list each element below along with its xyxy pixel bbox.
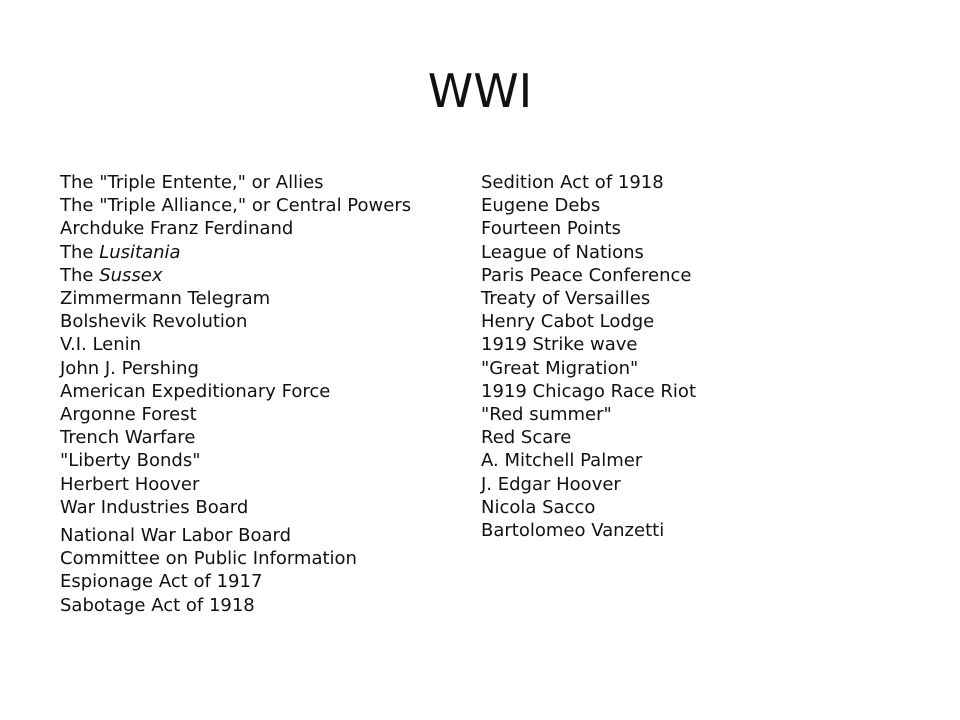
- list-item: Eugene Debs: [481, 195, 601, 217]
- list-item: "Great Migration": [481, 357, 639, 379]
- list-item: Sedition Act of 1918: [481, 172, 664, 193]
- list-item: The "Triple Entente," or Allies: [60, 172, 324, 193]
- list-item: National War Labor Board: [60, 525, 292, 547]
- list-item: Nicola Sacco: [481, 496, 596, 518]
- list-item: Bartolomeo Vanzetti: [481, 520, 665, 542]
- list-item: 1919 Strike wave: [481, 334, 638, 356]
- list-item: The "Triple Alliance," or Central Powers: [60, 195, 412, 217]
- list-item: Paris Peace Conference: [481, 264, 692, 286]
- right-column-list: [481, 171, 901, 542]
- list-item: John J. Pershing: [60, 357, 199, 379]
- item-prefix: The: [60, 241, 100, 263]
- list-item: Zimmermann Telegram: [60, 288, 271, 310]
- list-item: Henry Cabot Lodge: [481, 311, 655, 333]
- list-item: Argonne Forest: [60, 404, 197, 426]
- item-italic: Sussex: [99, 264, 163, 286]
- list-item: Fourteen Points: [481, 218, 621, 240]
- list-item: War Industries Board: [60, 496, 249, 518]
- slide-title: WWI: [427, 64, 533, 118]
- item-prefix: The: [60, 264, 100, 286]
- list-item: Treaty of Versailles: [481, 288, 651, 310]
- list-item: "Red summer": [481, 404, 612, 426]
- list-item: Archduke Franz Ferdinand: [60, 218, 294, 240]
- list-item: League of Nations: [481, 241, 644, 263]
- list-item: Espionage Act of 1917: [60, 571, 263, 593]
- list-item: Sabotage Act of 1918: [60, 594, 255, 616]
- list-item: Herbert Hoover: [60, 473, 200, 495]
- list-item: J. Edgar Hoover: [481, 473, 621, 495]
- list-item: A. Mitchell Palmer: [481, 450, 643, 472]
- list-item: Red Scare: [481, 427, 572, 449]
- left-column-list: [60, 171, 470, 617]
- list-item: [60, 264, 470, 287]
- list-item: Trench Warfare: [60, 427, 196, 449]
- list-item: Bolshevik Revolution: [60, 311, 248, 333]
- list-item: American Expeditionary Force: [60, 380, 331, 402]
- list-item: V.I. Lenin: [60, 334, 142, 356]
- list-item: [60, 241, 470, 264]
- list-item: "Liberty Bonds": [60, 450, 201, 472]
- list-item: 1919 Chicago Race Riot: [481, 380, 697, 402]
- item-italic: Lusitania: [99, 241, 181, 263]
- list-item: Committee on Public Information: [60, 548, 357, 570]
